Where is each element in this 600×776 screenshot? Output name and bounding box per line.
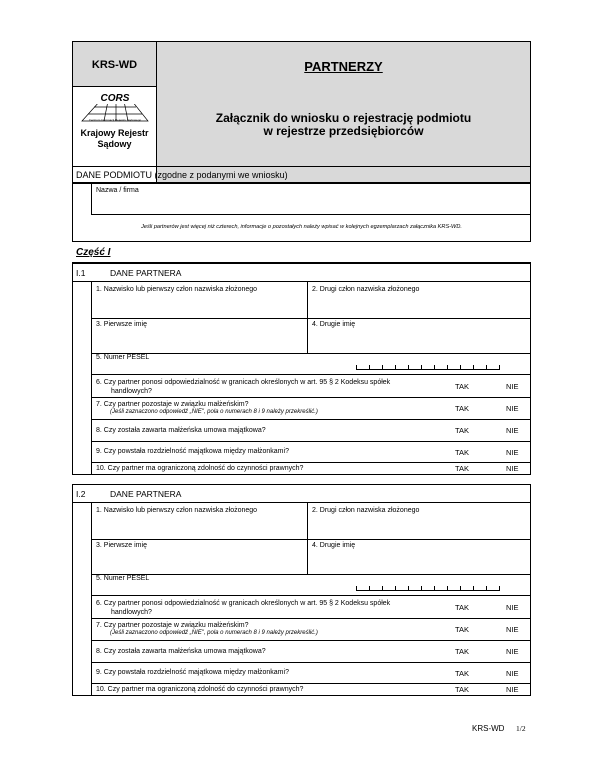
question-rule (92, 397, 530, 398)
answer-yes[interactable]: TAK (455, 447, 470, 457)
row-rule-3 (92, 374, 530, 375)
question-rule (92, 618, 530, 619)
pesel-input[interactable] (356, 584, 500, 591)
answer-yes[interactable]: TAK (455, 668, 470, 678)
footer-page-number: 1/2 (516, 724, 526, 733)
pesel-label: 5. Numer PESEL (96, 575, 150, 582)
question-10: 10. Czy partner ma ograniczoną zdolność do czynności prawnych? (96, 686, 304, 693)
question-7-line1: 7. Czy partner pozostaje w związku małżeńskim? (96, 401, 249, 408)
first-name-label: 3. Pierwsze imię (96, 321, 147, 328)
form-subtitle-line1: Załącznik do wniosku o rejestrację podmiotu (215, 111, 472, 125)
question-6-line1: 6. Czy partner ponosi odpowiedzialność w granicach określonych w art. 95 § 2 Kodeksu spółek (96, 379, 391, 386)
section-title: DANE PARTNERA (110, 489, 182, 499)
entity-name-field[interactable] (91, 183, 530, 215)
question-9: 9. Czy powstała rozdzielność majątkowa między małżonkami? (96, 448, 289, 455)
question-rule (92, 419, 530, 420)
answer-no[interactable]: NIE (506, 668, 519, 678)
entity-note: Jeśli partnerów jest więcej niż czterech, informacje o pozostałych należy wpisać w kolejnych egzemplarzach załącznika KRS-WD. (141, 224, 462, 230)
question-8: 8. Czy została zawarta małżeńska umowa majątkowa? (96, 647, 266, 655)
registry-name-line1: Krajowy Rejestr (80, 128, 149, 138)
answer-no[interactable]: NIE (506, 447, 519, 457)
row-rule-2 (92, 574, 530, 575)
question-rule (92, 462, 530, 463)
question-6-line2: handlowych? (111, 388, 152, 395)
answer-no[interactable]: NIE (506, 426, 519, 435)
answer-no[interactable]: NIE (506, 685, 519, 694)
part-title: Część I (76, 247, 111, 258)
answer-yes[interactable]: TAK (455, 625, 470, 634)
answer-no[interactable]: NIE (506, 647, 519, 656)
form-code: KRS-WD (91, 59, 138, 71)
section-title: DANE PARTNERA (110, 268, 182, 278)
second-name-label: 4. Drugie imię (312, 542, 356, 549)
answer-yes[interactable]: TAK (455, 382, 470, 391)
surname-label: 1. Nazwisko lub pierwszy człon nazwiska złożonego (96, 507, 258, 514)
second-surname-label: 2. Drugi człon nazwiska złożonego (312, 507, 420, 514)
row-rule-3 (92, 595, 530, 596)
question-rule (92, 441, 530, 442)
answer-no[interactable]: NIE (506, 603, 519, 612)
section-number: I.2 (76, 489, 86, 499)
question-rule (92, 662, 530, 663)
answer-yes[interactable]: TAK (455, 647, 470, 656)
answer-no[interactable]: NIE (506, 382, 519, 391)
answer-no[interactable]: NIE (506, 625, 519, 634)
logo-text: CORS (93, 93, 137, 104)
entity-heading: DANE PODMIOTU (zgodne z podanymi we wniosku) (76, 170, 288, 180)
entity-name-label: Nazwa / firma (96, 187, 139, 194)
question-7-line1: 7. Czy partner pozostaje w związku małżeńskim? (96, 622, 249, 629)
first-name-label: 3. Pierwsze imię (96, 542, 147, 549)
question-6-line2: handlowych? (111, 609, 152, 616)
answer-no[interactable]: NIE (506, 464, 519, 473)
answer-yes[interactable]: TAK (455, 426, 470, 435)
section-number: I.1 (76, 268, 86, 278)
question-7-line2: (Jeśli zaznaczono odpowiedź „NIE", pola o numerach 8 i 9 należy przekreślić.) (110, 409, 318, 415)
second-surname-label: 2. Drugi człon nazwiska złożonego (312, 286, 420, 293)
surname-label: 1. Nazwisko lub pierwszy człon nazwiska złożonego (96, 286, 258, 293)
question-6-line1: 6. Czy partner ponosi odpowiedzialność w granicach określonych w art. 95 § 2 Kodeksu spółek (96, 600, 391, 607)
question-rule (92, 640, 530, 641)
question-7-line2: (Jeśli zaznaczono odpowiedź „NIE", pola o numerach 8 i 9 należy przekreślić.) (110, 630, 318, 636)
question-9: 9. Czy powstała rozdzielność majątkowa między małżonkami? (96, 669, 289, 676)
form-subtitle-line2: w rejestrze przedsiębiorców (263, 124, 424, 138)
pesel-input[interactable] (356, 363, 500, 370)
form-title: PARTNERZY (304, 59, 383, 74)
question-10: 10. Czy partner ma ograniczoną zdolność do czynności prawnych? (96, 465, 304, 472)
answer-no[interactable]: NIE (506, 404, 519, 413)
answer-yes[interactable]: TAK (455, 685, 470, 694)
pesel-label: 5. Numer PESEL (96, 354, 150, 361)
row-rule-2 (92, 353, 530, 354)
registry-name-line2: Sądowy (97, 139, 132, 149)
question-rule (92, 683, 530, 684)
answer-yes[interactable]: TAK (455, 603, 470, 612)
question-8: 8. Czy została zawarta małżeńska umowa majątkowa? (96, 426, 266, 434)
answer-yes[interactable]: TAK (455, 404, 470, 413)
footer-form-code: KRS-WD (472, 724, 505, 733)
logo-small-text: Centrum Informacji Rejestru Sądowego (88, 118, 142, 122)
second-name-label: 4. Drugie imię (312, 321, 356, 328)
answer-yes[interactable]: TAK (455, 464, 470, 473)
